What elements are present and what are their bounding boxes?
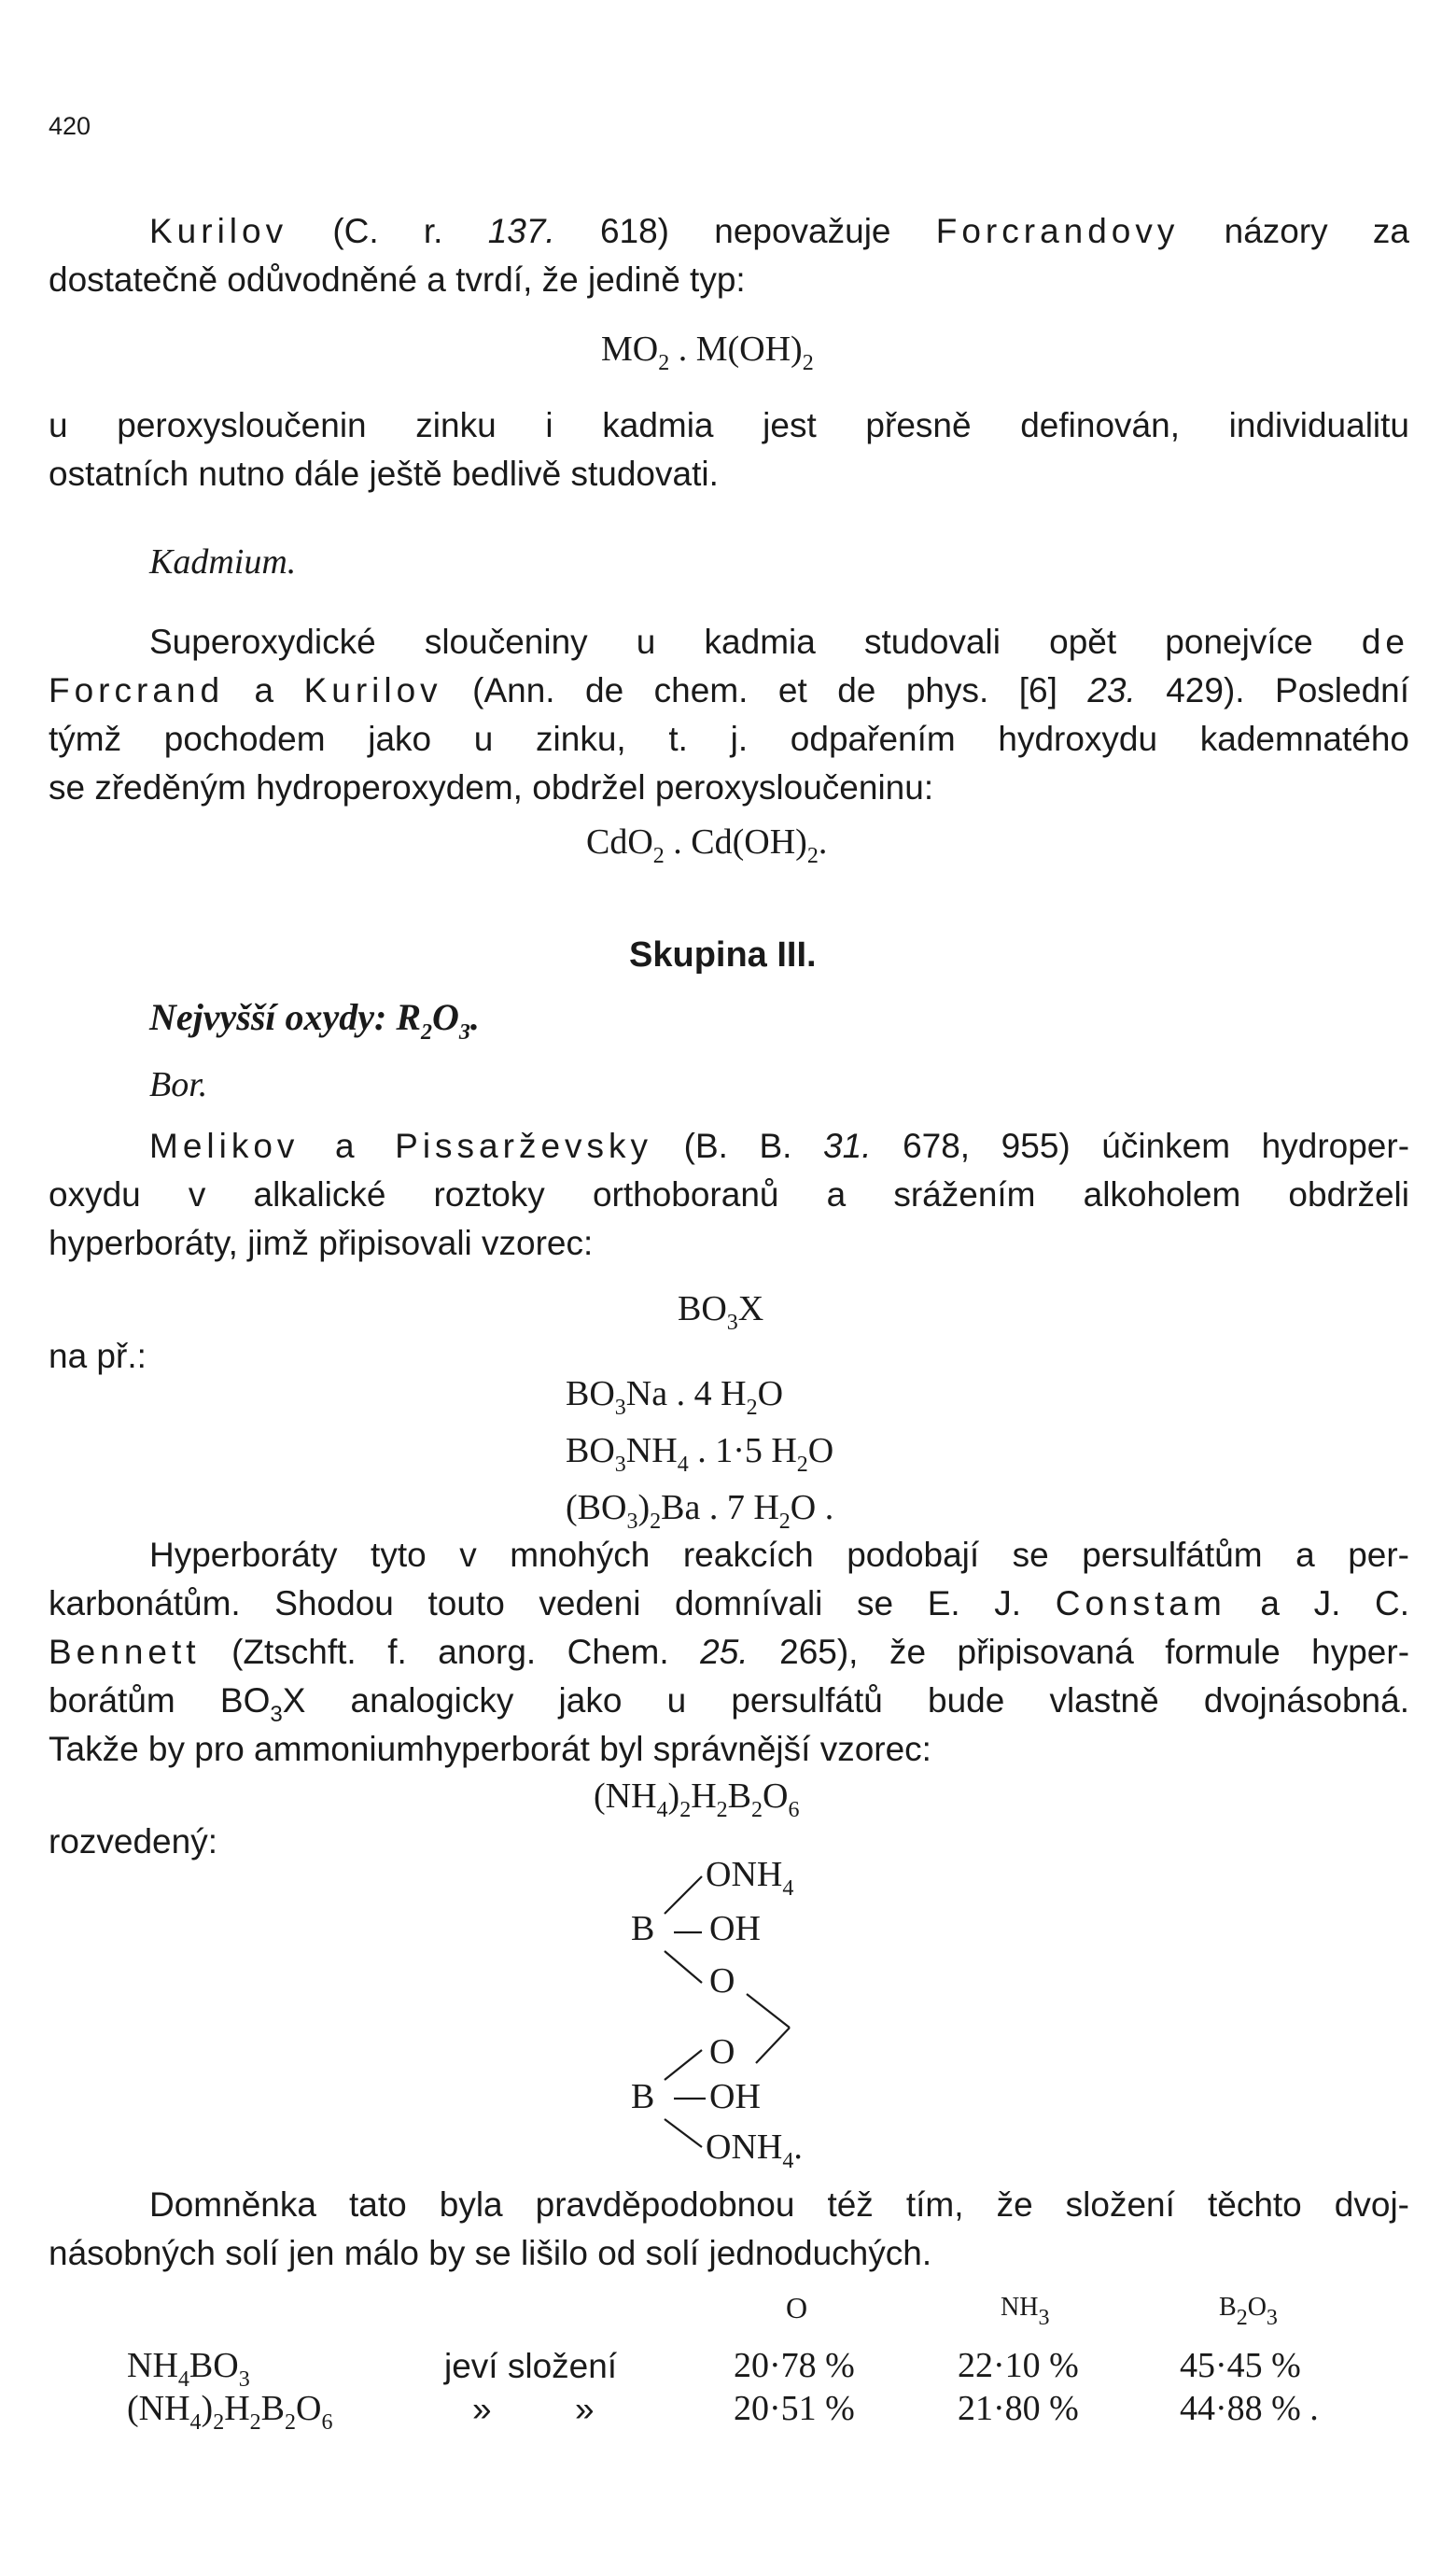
bond	[665, 1876, 702, 1914]
oh-2: OH	[709, 2077, 761, 2116]
example-formula-2: $BO_3NH_4$ . 1·5 $H_2O$	[566, 1431, 834, 1477]
volume: 137.	[487, 212, 555, 250]
onh4-bottom: $ONH_4$.	[706, 2128, 803, 2173]
header-b2o3: B2O3	[1219, 2293, 1278, 2330]
text-line: dostatečně odůvodněné a tvrdí, že jedině typ:	[49, 260, 746, 299]
value-o: 20·51 %	[734, 2389, 855, 2428]
text-line: Forcrand a Kurilov (Ann. de chem. et de phys. [6] 23. 429). Poslední	[49, 671, 1410, 709]
text-line: hyperboráty, jimž připisovali vzorec:	[49, 1224, 594, 1262]
boron-1: B	[631, 1909, 655, 1948]
text-line: se zředěným hydroperoxydem, obdržel peroxysloučeninu:	[49, 768, 934, 807]
row-label: jeví složení	[444, 2347, 618, 2385]
section-bor: Bor.	[149, 1065, 208, 1104]
text-line: násobných solí jen málo by se lišilo od solí jednoduchých.	[49, 2234, 932, 2272]
example-formula-3: $(BO_3)_2Ba$ . 7 $H_2O$ .	[566, 1488, 834, 1534]
bond	[747, 1994, 790, 2028]
onh4-top: $ONH_4$	[706, 1855, 794, 1901]
paragraph-domnenka	[49, 2181, 1409, 2278]
bond	[665, 2119, 702, 2147]
row-name: $(NH_4)_2H_2B_2O_6$	[127, 2389, 333, 2435]
value-b2o3: 45·45 %	[1180, 2346, 1301, 2385]
value-b2o3: 44·88 % .	[1180, 2389, 1319, 2428]
bond	[665, 1951, 702, 1983]
text-line: týmž pochodem jako u zinku, t. j. odpařením hydroxydu kademnatého	[49, 720, 1409, 758]
formula-cdo2: CdO$_2$ . $Cd(OH)_2$.	[586, 822, 828, 868]
oxygen-bridge-2: O	[709, 2032, 735, 2071]
text-line: Superoxydické sloučeniny u kadmia studovali opět ponejvíce de	[149, 623, 1409, 661]
oh-1: OH	[709, 1909, 761, 1948]
citation: (C. r.	[332, 212, 443, 250]
formula-nh4-h2b2o6: $(NH_4)_2H_2B_2O_6$	[594, 1777, 800, 1822]
text: názory za	[1224, 212, 1409, 250]
text-line: Hyperboráty tyto v mnohých reakcích podobají se persulfátům a per-	[149, 1536, 1409, 1574]
text: 618) nepovažuje	[599, 212, 891, 250]
bond	[756, 2028, 790, 2063]
text-line: oxydu v alkalické roztoky orthoboranů a srážením alkoholem obdrželi	[49, 1175, 1409, 1214]
text-line: Domněnka tato byla pravděpodobnou též tím, že složení těchto dvoj-	[149, 2185, 1409, 2224]
formula-bo3x: $BO_3X$	[678, 1289, 764, 1335]
text-line: ostatních nutno dále ještě bedlivě studovati.	[49, 455, 719, 493]
text-line: Bennett (Ztschft. f. anorg. Chem. 25. 265), že připisovaná formule hyper-	[49, 1633, 1410, 1671]
text-line: Melikov a Pissarževsky (B. B. 31. 678, 955) účinkem hydroper-	[149, 1127, 1410, 1165]
author-name: Kurilov	[149, 212, 288, 250]
author-name: Forcrandovy	[935, 212, 1180, 250]
value-nh3: 21·80 %	[958, 2389, 1079, 2428]
header-o: O	[786, 2291, 808, 2324]
text-line: Takže by pro ammoniumhyperborát byl správnější vzorec:	[49, 1730, 931, 1768]
text-line: karbonátům. Shodou touto vedeni domnívali se E. J. Constam a J. C.	[49, 1584, 1410, 1622]
text-line: borátům $BO_3X$ analogicky jako u persulfátů bude vlastně dvojnásobná.	[49, 1681, 1409, 1727]
boron-2: B	[631, 2077, 655, 2116]
label-rozvedeny: rozvedený:	[49, 1822, 217, 1861]
label-na-pr: na př.:	[49, 1337, 147, 1375]
highest-oxides: Nejvyšší oxydy: $R_2O_3$.	[149, 996, 480, 1045]
group-heading: Skupina III.	[629, 935, 817, 975]
bond	[665, 2050, 702, 2080]
text-line: u peroxysloučenin zinku i kadmia jest přesně definován, individualitu	[49, 406, 1409, 444]
oxygen-bridge-1: O	[709, 1961, 735, 2001]
page-number: 420	[49, 112, 91, 140]
header-nh3: NH3	[1001, 2293, 1050, 2330]
value-o: 20·78 %	[734, 2346, 855, 2385]
row-name: $NH_4BO_3$	[127, 2346, 250, 2392]
value-nh3: 22·10 %	[958, 2346, 1079, 2385]
formula-mo2: $MO_2$ . $M(OH)_2$	[601, 330, 814, 375]
example-formula-1: $BO_3Na$ . 4 $H_2O$	[566, 1374, 784, 1420]
ditto-mark: »	[472, 2390, 492, 2428]
ditto-mark: »	[575, 2390, 595, 2428]
section-kadmium: Kadmium.	[149, 542, 297, 582]
